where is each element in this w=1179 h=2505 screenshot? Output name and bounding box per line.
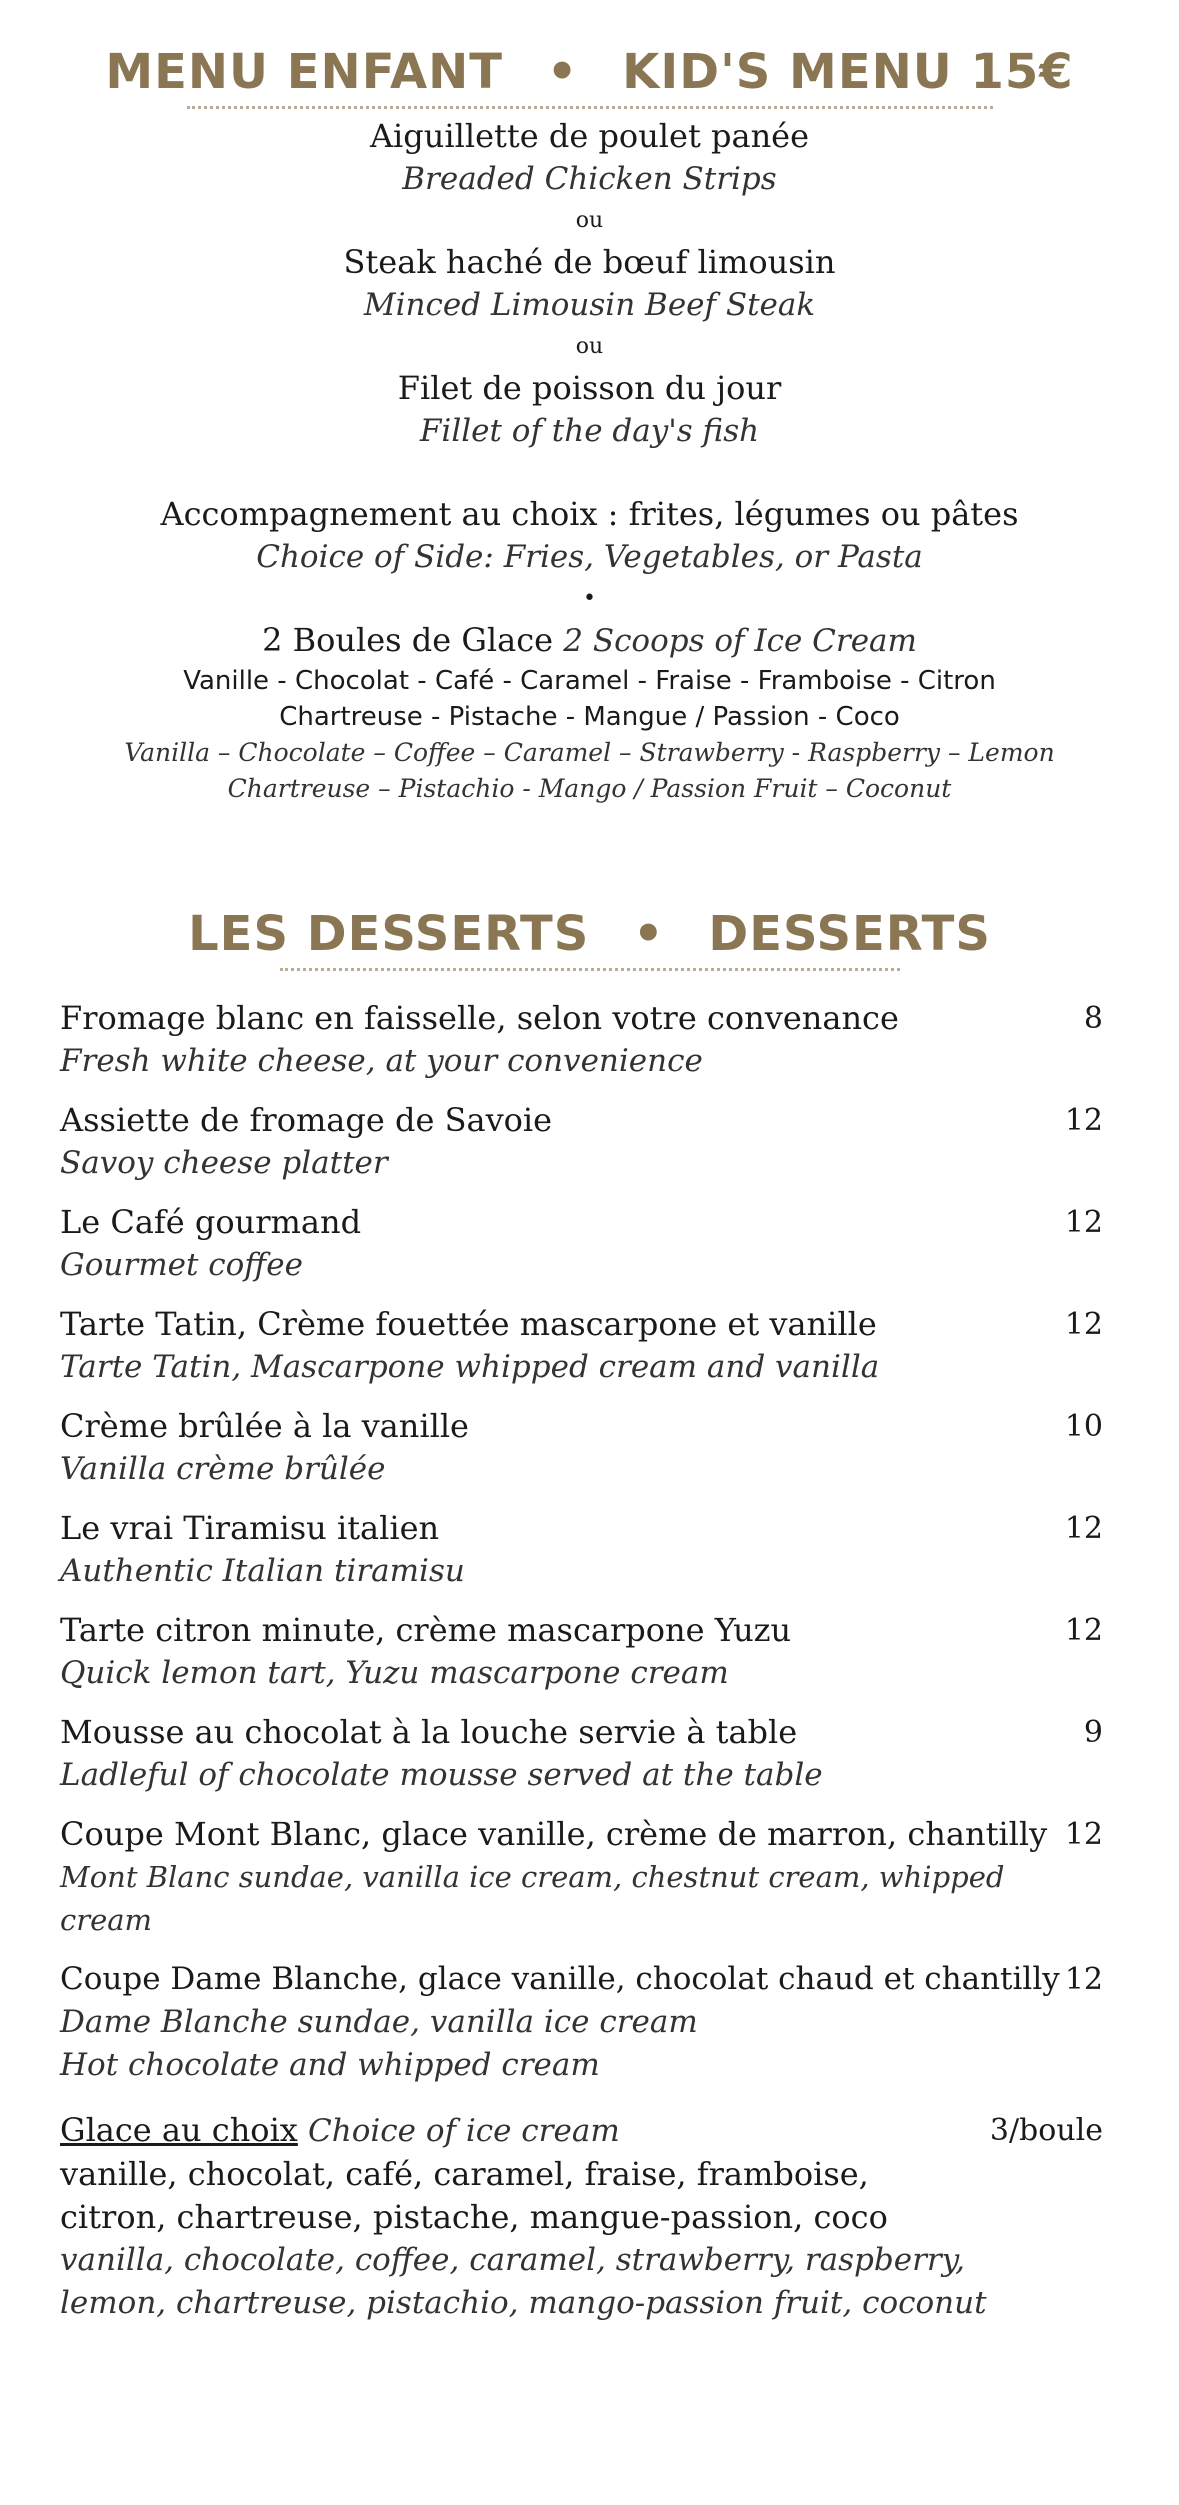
kids-choice-en: Fillet of the day's fish — [419, 413, 760, 449]
desserts-title-en: DESSERTS — [708, 906, 991, 962]
dessert-price: 12 — [1064, 1511, 1103, 1546]
ice-cream-flavors-fr: citron, chartreuse, pistache, mangue-passion, coco — [60, 2198, 888, 2236]
kids-or-label: ou — [575, 208, 604, 233]
dessert-name-fr: Le vrai Tiramisu italien — [60, 1509, 440, 1547]
desserts-title-fr: LES DESSERTS — [188, 906, 590, 962]
ice-cream-flavors-en: vanilla, chocolate, coffee, caramel, strawberry, raspberry, — [60, 2242, 965, 2278]
dessert-item — [0, 1303, 1179, 1389]
ice-cream-label-en: Choice of ice cream — [308, 2113, 620, 2149]
dessert-name-fr: Le Café gourmand — [60, 1203, 362, 1241]
dessert-name-en-line-2: Hot chocolate and whipped cream — [60, 2047, 600, 2083]
ice-cream-heading — [60, 2109, 1103, 2153]
kids-menu-title — [0, 44, 1179, 100]
kids-flavors-fr: Vanille - Chocolat - Café - Caramel - Fraise - Framboise - Citron — [183, 666, 996, 696]
kids-menu-title-separator: • — [546, 44, 579, 100]
dessert-name-en: Savoy cheese platter — [60, 1145, 388, 1181]
dessert-item — [0, 1813, 1179, 1942]
dessert-item — [0, 1099, 1179, 1185]
dessert-name-fr: Crème brûlée à la vanille — [60, 1407, 469, 1445]
kids-flavors-fr: Chartreuse - Pistache - Mangue / Passion - Coco — [279, 702, 900, 732]
dessert-price: 12 — [1064, 1307, 1103, 1342]
dessert-list — [0, 997, 1179, 2087]
dessert-name-en: Vanilla crème brûlée — [60, 1451, 386, 1487]
ice-cream-label-fr: Glace au choix — [60, 2111, 298, 2149]
ice-cream-flavors-en: lemon, chartreuse, pistachio, mango-passion fruit, coconut — [60, 2285, 987, 2321]
dessert-price: 12 — [1064, 1103, 1103, 1138]
kids-menu-title-rule — [187, 106, 993, 109]
dessert-name-fr: Assiette de fromage de Savoie — [60, 1101, 553, 1139]
dessert-name-en: Dame Blanche sundae, vanilla ice cream — [60, 2004, 698, 2040]
desserts-title-separator: • — [632, 906, 665, 962]
dessert-price: 12 — [1064, 1817, 1103, 1852]
kids-flavors-en: Chartreuse – Pistachio - Mango / Passion Fruit – Coconut — [227, 774, 952, 803]
kids-ice-fr: 2 Boules de Glace — [262, 621, 554, 659]
kids-or-label: ou — [575, 334, 604, 359]
dessert-name-fr: Tarte citron minute, crème mascarpone Yuzu — [60, 1611, 792, 1649]
kids-ice-heading — [0, 619, 1179, 663]
dessert-name-en: Ladleful of chocolate mousse served at the table — [60, 1757, 823, 1793]
kids-menu-title-fr: MENU ENFANT — [105, 44, 504, 100]
dessert-name-fr: Coupe Mont Blanc, glace vanille, crème de marron, chantilly — [60, 1815, 1048, 1853]
dessert-price: 8 — [1083, 1001, 1103, 1036]
kids-menu-title-en: KID'S MENU 15€ — [622, 44, 1074, 100]
dessert-item — [0, 997, 1179, 1083]
dessert-item — [0, 1507, 1179, 1593]
dessert-name-en: Authentic Italian tiramisu — [60, 1553, 465, 1589]
dessert-price: 12 — [1064, 1962, 1103, 1997]
desserts-title-rule — [280, 968, 900, 971]
dessert-name-en: Tarte Tatin, Mascarpone whipped cream and vanilla — [60, 1349, 880, 1385]
kids-menu-section — [0, 44, 1179, 807]
dessert-name-en: Fresh white cheese, at your convenience — [60, 1043, 703, 1079]
dessert-name-fr: Tarte Tatin, Crème fouettée mascarpone et vanille — [60, 1305, 877, 1343]
kids-choice-en: Breaded Chicken Strips — [402, 161, 777, 197]
kids-side-en: Choice of Side: Fries, Vegetables, or Pasta — [256, 539, 923, 575]
dessert-name-fr: Mousse au chocolat à la louche servie à table — [60, 1713, 798, 1751]
ice-cream-price: 3/boule — [989, 2113, 1103, 2148]
dessert-item — [0, 1405, 1179, 1491]
ice-cream-choice — [0, 2109, 1179, 2325]
dessert-price: 12 — [1064, 1613, 1103, 1648]
kids-ice-en: 2 Scoops of Ice Cream — [563, 623, 917, 659]
desserts-section — [0, 906, 1179, 2325]
kids-menu-choices — [0, 115, 1179, 807]
kids-flavors-en: Vanilla – Chocolate – Coffee – Caramel – Strawberry - Raspberry – Lemon — [124, 738, 1055, 767]
dessert-name-en: Quick lemon tart, Yuzu mascarpone cream — [60, 1655, 729, 1691]
kids-bullet: • — [583, 586, 596, 611]
dessert-name-en: Gourmet coffee — [60, 1247, 303, 1283]
kids-side-fr: Accompagnement au choix : frites, légumes ou pâtes — [160, 495, 1019, 533]
dessert-name-fr: Fromage blanc en faisselle, selon votre convenance — [60, 999, 899, 1037]
ice-cream-flavors-fr: vanille, chocolat, café, caramel, fraise, framboise, — [60, 2155, 869, 2193]
dessert-item — [0, 1609, 1179, 1695]
kids-choice-fr: Steak haché de bœuf limousin — [343, 243, 836, 281]
kids-choice-en: Minced Limousin Beef Steak — [363, 287, 816, 323]
kids-choice-fr: Filet de poisson du jour — [397, 369, 782, 407]
dessert-price: 12 — [1064, 1205, 1103, 1240]
dessert-name-en: Mont Blanc sundae, vanilla ice cream, chestnut cream, whipped cream — [60, 1860, 1005, 1937]
dessert-price: 10 — [1064, 1409, 1103, 1444]
desserts-title — [0, 906, 1179, 962]
dessert-name-fr: Coupe Dame Blanche, glace vanille, chocolat chaud et chantilly — [60, 1961, 1060, 1997]
dessert-item — [0, 1201, 1179, 1287]
dessert-item — [0, 1958, 1179, 2087]
dessert-price: 9 — [1083, 1715, 1103, 1750]
kids-choice-fr: Aiguillette de poulet panée — [369, 117, 810, 155]
dessert-item — [0, 1711, 1179, 1797]
